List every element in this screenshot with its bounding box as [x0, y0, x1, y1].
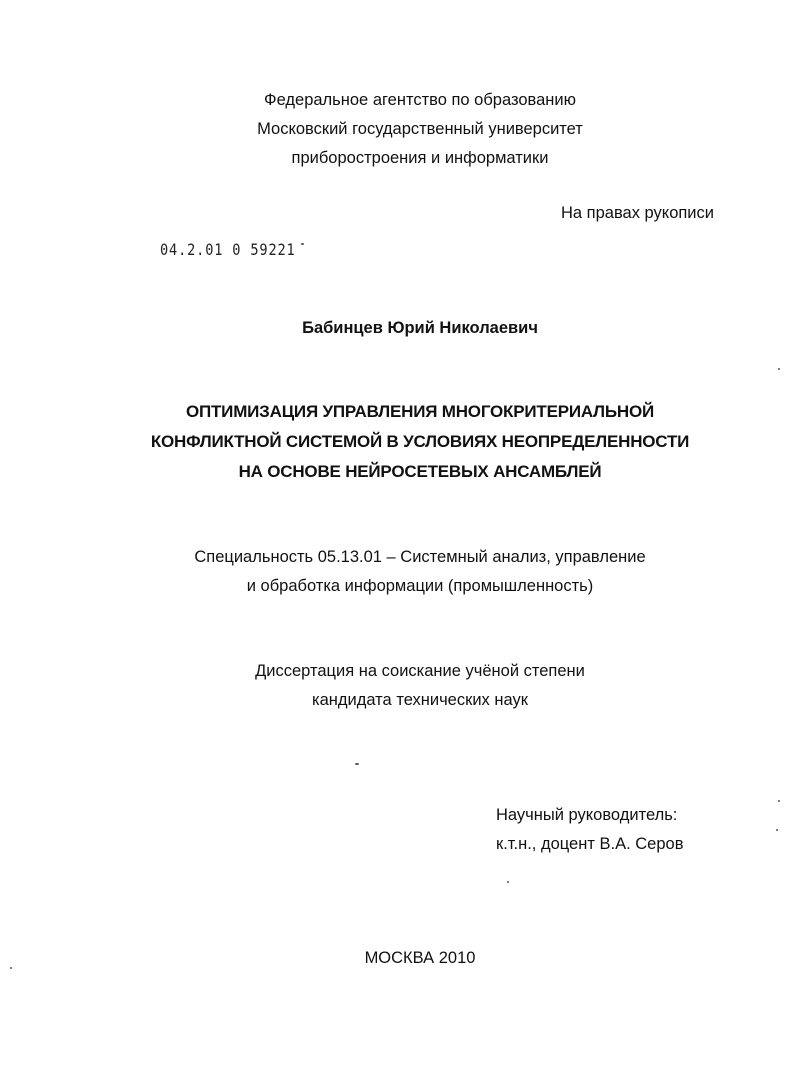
scan-speck: [10, 967, 12, 969]
scan-speck: [301, 243, 304, 245]
city-year: МОСКВА 2010: [364, 949, 476, 967]
supervisor-name: к.т.н., доцент В.А. Серов: [496, 835, 684, 853]
title-line-1: ОПТИМИЗАЦИЯ УПРАВЛЕНИЯ МНОГОКРИТЕРИАЛЬНОЙ: [185, 402, 655, 421]
specialty-line-1: Специальность 05.13.01 – Системный анализ, управление: [194, 548, 646, 566]
degree-statement: [0, 657, 792, 715]
scan-speck: [507, 881, 509, 883]
scan-speck: [776, 829, 778, 831]
scan-speck: [778, 800, 780, 802]
author-name: Бабинцев Юрий Николаевич: [302, 319, 538, 337]
organization-line-3: приборостроения и информатики: [291, 149, 549, 167]
dissertation-title: [0, 397, 792, 487]
title-line-2: КОНФЛИКТНОЙ СИСТЕМОЙ В УСЛОВИЯХ НЕОПРЕДЕЛЕННОСТИ: [150, 432, 690, 451]
organization-line-2: Московский государственный университет: [257, 120, 583, 138]
title-line-3: НА ОСНОВЕ НЕЙРОСЕТЕВЫХ АНСАМБЛЕЙ: [238, 462, 602, 481]
supervisor-label: Научный руководитель:: [496, 806, 678, 824]
specialty: [0, 543, 792, 601]
specialty-line-2: и обработка информации (промышленность): [246, 577, 594, 595]
degree-line-2: кандидата технических наук: [312, 691, 528, 709]
library-stamp-number: 04.2.01 0 59221: [160, 240, 296, 259]
rights-note: На правах рукописи: [561, 204, 714, 222]
degree-line-1: Диссертация на соискание учёной степени: [255, 662, 585, 680]
scan-speck: [778, 368, 780, 370]
organization-header: [0, 86, 792, 173]
scan-speck: [355, 763, 359, 765]
scientific-supervisor: [496, 801, 683, 859]
organization-line-1: Федеральное агентство по образованию: [264, 91, 576, 109]
